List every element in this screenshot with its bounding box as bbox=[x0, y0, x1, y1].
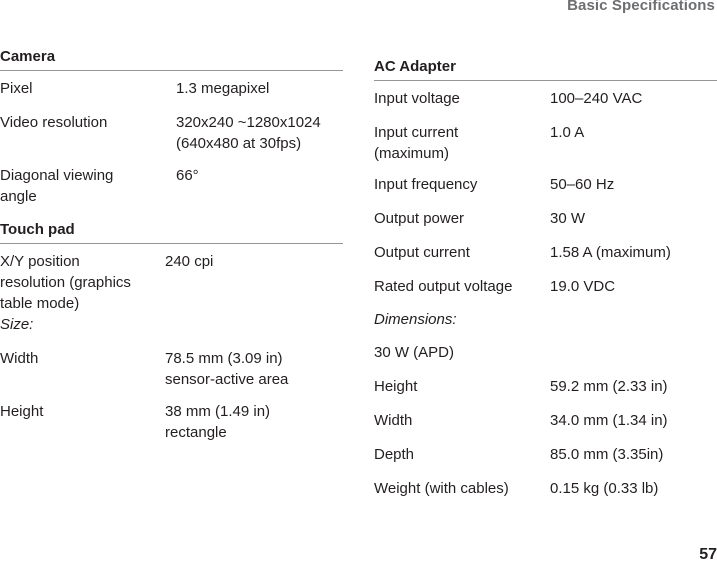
spec-row-adapter-height bbox=[374, 376, 717, 397]
spec-value: 50–60 Hz bbox=[550, 176, 615, 193]
camera-section-title: Camera bbox=[0, 48, 56, 65]
spec-row-adapter-depth bbox=[374, 444, 717, 465]
spec-row-video-resolution bbox=[0, 112, 343, 154]
spec-label-line: Diagonal viewing bbox=[0, 167, 114, 184]
spec-value: 1.3 megapixel bbox=[176, 80, 270, 97]
spec-row-output-current bbox=[374, 242, 717, 263]
adapter-model-label: 30 W (APD) bbox=[374, 344, 455, 361]
spec-value bbox=[165, 401, 270, 443]
spec-label: Depth bbox=[374, 446, 415, 463]
spec-value: 85.0 mm (3.35in) bbox=[550, 446, 664, 463]
spec-label-line: angle bbox=[0, 188, 37, 205]
ac-adapter-section-title: AC Adapter bbox=[374, 58, 456, 75]
spec-value-line: 320x240 ~1280x1024 bbox=[176, 114, 321, 131]
spec-label: Height bbox=[374, 378, 418, 395]
spec-label-line: Input current bbox=[374, 124, 459, 141]
spec-label-line: table mode) bbox=[0, 295, 80, 312]
spec-row-xy-position-resolution bbox=[0, 251, 343, 314]
spec-label: Width bbox=[374, 412, 413, 429]
spec-value: 0.15 kg (0.33 lb) bbox=[550, 480, 659, 497]
spec-label-line: resolution (graphics bbox=[0, 274, 131, 291]
dimensions-label: Dimensions: bbox=[374, 311, 457, 328]
touchpad-divider bbox=[0, 243, 343, 244]
spec-value-line: rectangle bbox=[165, 424, 227, 441]
spec-value: 19.0 VDC bbox=[550, 278, 616, 295]
spec-label: Input frequency bbox=[374, 176, 478, 193]
spec-value bbox=[165, 348, 288, 390]
spec-value-line: sensor-active area bbox=[165, 371, 289, 388]
spec-row-adapter-width bbox=[374, 410, 717, 431]
right-column bbox=[374, 57, 717, 499]
page-number: 57 bbox=[699, 546, 717, 563]
spec-value-line: 78.5 mm (3.09 in) bbox=[165, 350, 283, 367]
camera-divider bbox=[0, 70, 343, 71]
spec-value: 100–240 VAC bbox=[550, 90, 643, 107]
spec-label: Rated output voltage bbox=[374, 278, 513, 295]
spec-value: 1.0 A bbox=[550, 124, 585, 141]
spec-value: 240 cpi bbox=[165, 253, 214, 270]
spec-label-line: X/Y position bbox=[0, 253, 80, 270]
spec-label: Output power bbox=[374, 210, 465, 227]
size-label: Size: bbox=[0, 316, 34, 333]
spec-row-input-frequency bbox=[374, 174, 717, 195]
spec-value: 59.2 mm (2.33 in) bbox=[550, 378, 668, 395]
spec-row-rated-output-voltage bbox=[374, 276, 717, 297]
spec-row-pixel bbox=[0, 78, 343, 99]
spec-label bbox=[0, 251, 165, 314]
left-column bbox=[0, 47, 343, 443]
spec-label: Height bbox=[0, 403, 44, 420]
spec-row-touchpad-width bbox=[0, 348, 343, 390]
spec-label bbox=[0, 165, 165, 207]
spec-label: Input voltage bbox=[374, 90, 460, 107]
spec-value: 66° bbox=[176, 167, 199, 184]
spec-value: 1.58 A (maximum) bbox=[550, 244, 671, 261]
spec-value-line: 38 mm (1.49 in) bbox=[165, 403, 271, 420]
spec-label: Width bbox=[0, 350, 39, 367]
spec-label bbox=[374, 122, 550, 164]
ac-adapter-divider bbox=[374, 80, 717, 81]
spec-value: 34.0 mm (1.34 in) bbox=[550, 412, 668, 429]
touchpad-section-title: Touch pad bbox=[0, 221, 75, 238]
spec-label: Pixel bbox=[0, 80, 33, 97]
spec-row-diagonal-viewing-angle bbox=[0, 165, 343, 207]
spec-value bbox=[176, 112, 321, 154]
spec-label-line: (maximum) bbox=[374, 145, 449, 162]
spec-row-adapter-weight bbox=[374, 478, 717, 499]
page-header-title: Basic Specifications bbox=[567, 0, 715, 14]
spec-value-line: (640x480 at 30fps) bbox=[176, 135, 302, 152]
spec-label: Weight (with cables) bbox=[374, 480, 509, 497]
spec-row-touchpad-height bbox=[0, 401, 343, 443]
spec-row-output-power bbox=[374, 208, 717, 229]
spec-value: 30 W bbox=[550, 210, 586, 227]
spec-label: Video resolution bbox=[0, 114, 108, 131]
spec-label: Output current bbox=[374, 244, 470, 261]
spec-row-input-current bbox=[374, 122, 717, 164]
spec-row-input-voltage bbox=[374, 88, 717, 109]
